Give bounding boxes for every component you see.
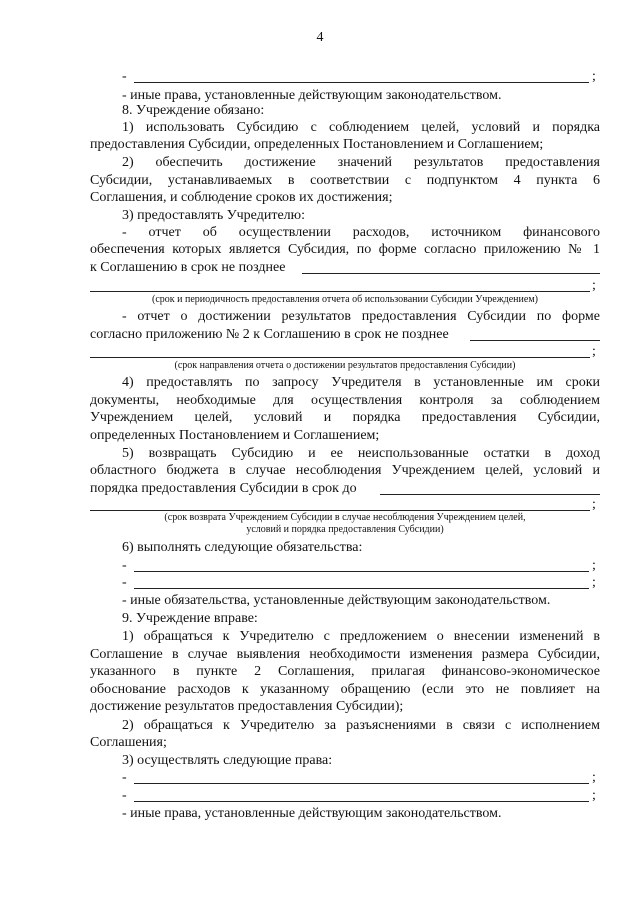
dash: - — [122, 788, 127, 803]
text-line: Соглашения; — [90, 735, 167, 750]
semicolon: ; — [592, 770, 596, 785]
text-line: документы, необходимые для осуществления контроля за соблюдением — [90, 393, 600, 408]
dash: - — [122, 575, 127, 590]
text-line: - отчет об осуществлении расходов, источником финансового — [122, 225, 600, 240]
text-line: 1) обращаться к Учредителю с предложением о внесении изменений в — [122, 629, 600, 644]
text-line: обоснование расходов к указанному обращению (если это не повлияет на — [90, 682, 600, 697]
blank-line — [90, 291, 590, 292]
text-line: 1) использовать Субсидию с соблюдением целей, условий и порядка — [122, 120, 600, 135]
dash: - — [122, 770, 127, 785]
semicolon: ; — [592, 558, 596, 573]
semicolon: ; — [592, 278, 596, 293]
text-line: 3) осуществлять следующие права: — [122, 753, 333, 768]
dash: - — [122, 558, 127, 573]
blank-line — [90, 510, 590, 511]
text-line: указанного в пункте 2 Соглашения, прилагая финансово-экономическое — [90, 664, 600, 679]
blank-line — [134, 801, 589, 802]
text-line: определенных Постановлением и Соглашением; — [90, 428, 380, 443]
blank-line — [302, 273, 600, 274]
text-line: 4) предоставлять по запросу Учредителя в установленные им сроки — [122, 375, 600, 390]
text-line: достижение результатов предоставления Субсидии); — [90, 699, 404, 714]
semicolon: ; — [592, 788, 596, 803]
blank-line — [134, 588, 589, 589]
blank-line — [134, 82, 589, 83]
section-heading: 8. Учреждение обязано: — [122, 103, 265, 118]
field-caption: условий и порядка предоставления Субсидии) — [246, 524, 444, 535]
page-number: 4 — [316, 30, 324, 45]
text-line: Соглашение в случае выявления необходимости изменения размера Субсидии, — [90, 647, 600, 662]
text-line: 2) обращаться к Учредителю за разъяснениями в связи с исполнением — [122, 718, 600, 733]
blank-line — [90, 357, 590, 358]
text-line: 2) обеспечить достижение значений результатов предоставления — [122, 155, 600, 170]
semicolon: ; — [592, 497, 596, 512]
text-line: обеспечения которых является Субсидия, по форме согласно приложению № 1 — [90, 242, 600, 257]
section-heading: 9. Учреждение вправе: — [122, 611, 258, 626]
field-caption: (срок возврата Учреждением Субсидии в случае несоблюдения Учреждением целей, — [164, 512, 526, 523]
dash: - — [122, 69, 127, 84]
field-caption: (срок направления отчета о достижении результатов предоставления Субсидии) — [174, 360, 516, 371]
text-line: к Соглашению в срок не позднее — [90, 260, 286, 275]
text-line: 6) выполнять следующие обязательства: — [122, 540, 363, 555]
semicolon: ; — [592, 69, 596, 84]
text-line: согласно приложению № 2 к Соглашению в срок не позднее — [90, 327, 449, 342]
blank-line — [134, 571, 589, 572]
text-line: областного бюджета в случае несоблюдения Учреждением целей, условий и — [90, 463, 600, 478]
text-line: - иные права, установленные действующим законодательством. — [122, 806, 502, 821]
text-line: 3) предоставлять Учредителю: — [122, 208, 305, 223]
text-line: предоставления Субсидии, определенных Постановлением и Соглашением; — [90, 137, 544, 152]
text-line: - иные права, установленные действующим законодательством. — [122, 88, 502, 103]
text-line: Соглашения, и соблюдение сроков их достижения; — [90, 190, 393, 205]
text-line: Субсидии, устанавливаемых в соответствии с подпунктом 4 пункта 6 — [90, 173, 600, 188]
text-line: Учреждением целей, условий и порядка предоставления Субсидии, — [90, 410, 600, 425]
semicolon: ; — [592, 344, 596, 359]
text-line: порядка предоставления Субсидии в срок до — [90, 481, 357, 496]
text-line: - иные обязательства, установленные действующим законодательством. — [122, 593, 551, 608]
semicolon: ; — [592, 575, 596, 590]
text-line: - отчет о достижении результатов предоставления Субсидии по форме — [122, 309, 600, 324]
field-caption: (срок и периодичность предоставления отчета об использовании Субсидии Учреждением) — [152, 294, 538, 305]
blank-line — [134, 783, 589, 784]
text-line: 5) возвращать Субсидию и ее неиспользованные остатки в доход — [122, 446, 600, 461]
blank-line — [380, 494, 600, 495]
blank-line — [470, 340, 600, 341]
